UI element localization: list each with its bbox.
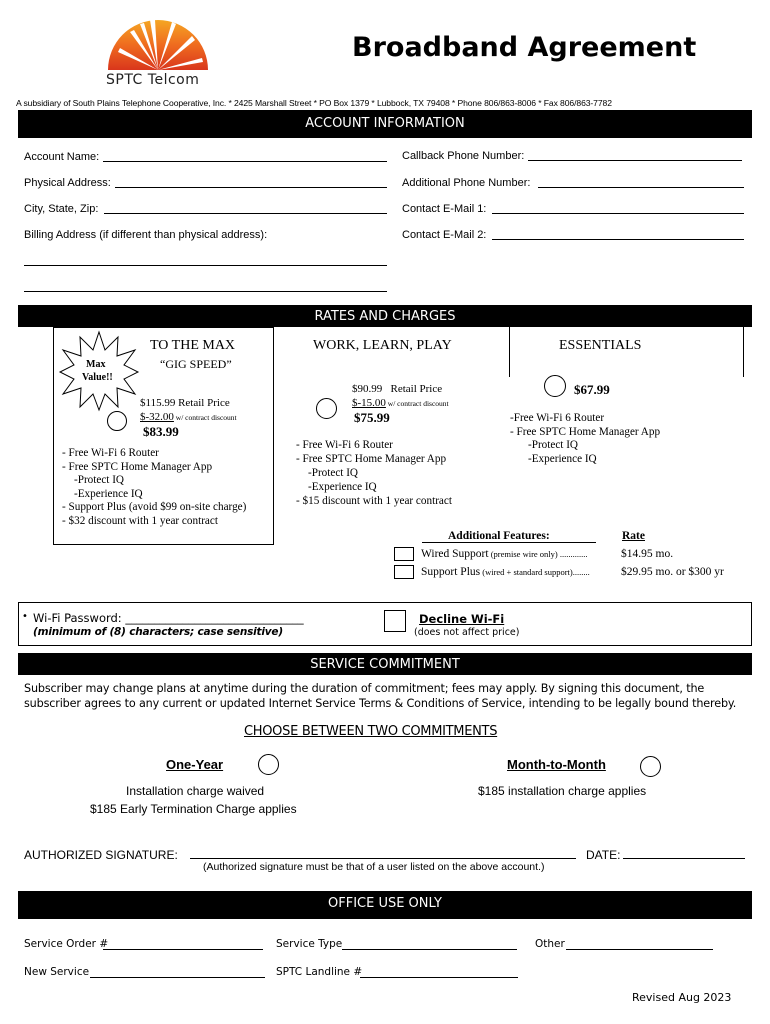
sptc-landline-label: SPTC Landline # — [276, 966, 363, 978]
feature-item: - Free SPTC Home Manager App — [510, 425, 661, 438]
authorized-signature-label: AUTHORIZED SIGNATURE: — [24, 848, 178, 862]
plan-essentials-price: $67.99 — [574, 382, 610, 397]
plan-max-price: $83.99 — [143, 424, 179, 439]
email1-field[interactable] — [492, 213, 744, 214]
burst-line-1: Max — [86, 359, 106, 370]
feature-item: -Protect IQ — [308, 467, 359, 479]
wifi-password-note: (minimum of (8) characters; case sensitive) — [33, 626, 283, 638]
feature-item: - Free SPTC Home Manager App — [62, 460, 213, 473]
wired-support-label — [421, 548, 588, 560]
plan-max-radio[interactable] — [107, 411, 127, 431]
feature-item: - Free Wi-Fi 6 Router — [62, 447, 159, 459]
account-name-label: Account Name: — [24, 151, 100, 163]
billing-address-label: Billing Address (if different than physical address): — [24, 229, 268, 241]
decline-wifi-note: (does not affect price) — [414, 627, 520, 638]
other-label: Other — [535, 938, 565, 950]
wired-support-name: Wired Support — [421, 548, 489, 560]
one-year-label: One-Year — [166, 757, 224, 772]
decline-wifi-label: Decline Wi-Fi — [419, 612, 505, 626]
one-year-radio[interactable] — [258, 754, 279, 775]
logo — [100, 12, 210, 90]
callback-phone-field[interactable] — [528, 160, 742, 161]
service-order-field[interactable] — [103, 949, 263, 950]
date-label: DATE: — [586, 848, 621, 862]
additional-features-label: Additional Features: — [448, 530, 550, 542]
account-info-heading: ACCOUNT INFORMATION — [18, 110, 752, 138]
plan-work-features — [296, 438, 452, 508]
plan-work-title: WORK, LEARN, PLAY — [313, 338, 452, 353]
email2-label: Contact E-Mail 2: — [402, 229, 487, 241]
feature-item: - $15 discount with 1 year contract — [296, 495, 452, 507]
one-year-detail-1: Installation charge waived — [126, 784, 265, 798]
plan-essentials-title: ESSENTIALS — [559, 338, 642, 353]
header-subtitle: A subsidiary of South Plains Telephone Cooperative, Inc. * 2425 Marshall Street * PO Box 1379 * Lubbock, TX 79408 * Phone 806/863-8006 * Fax 806/863-7782 — [16, 98, 612, 108]
plan-max-title: TO THE MAX — [150, 338, 236, 353]
feature-item: -Protect IQ — [74, 474, 125, 486]
support-plus-name: Support Plus — [421, 566, 481, 578]
support-plus-rate: $29.95 mo. or $300 yr — [621, 566, 724, 578]
support-plus-checkbox[interactable] — [394, 565, 414, 579]
column-divider — [509, 327, 510, 377]
additional-phone-label: Additional Phone Number: — [402, 177, 531, 189]
feature-item: - $32 discount with 1 year contract — [62, 514, 218, 527]
other-field[interactable] — [566, 949, 713, 950]
authorized-signature-field[interactable] — [190, 858, 576, 859]
additional-phone-field[interactable] — [538, 187, 744, 188]
plan-essentials-radio[interactable] — [544, 375, 566, 397]
feature-item: -Free Wi-Fi 6 Router — [510, 412, 605, 424]
additional-features-heading — [422, 530, 596, 543]
wired-support-checkbox[interactable] — [394, 547, 414, 561]
choose-commitment-heading: CHOOSE BETWEEN TWO COMMITMENTS — [244, 724, 498, 739]
burst-line-2: Value!! — [82, 372, 113, 383]
max-value-burst-icon — [58, 330, 140, 412]
city-state-zip-field[interactable] — [104, 213, 387, 214]
feature-item: - Support Plus (avoid $99 on-site charge) — [62, 501, 247, 513]
company-name: SPTC Telcom — [106, 72, 200, 88]
feature-item: - Free SPTC Home Manager App — [296, 453, 447, 465]
one-year-detail-2: $185 Early Termination Charge applies — [90, 802, 297, 816]
rates-heading: RATES AND CHARGES — [18, 305, 752, 327]
plan-work-retail: $90.99 Retail Price — [352, 383, 443, 395]
feature-item: -Experience IQ — [74, 487, 143, 500]
billing-address-line-1[interactable] — [24, 265, 387, 266]
service-type-field[interactable] — [342, 949, 517, 950]
account-name-field[interactable] — [103, 161, 387, 162]
plan-work-discount-amount: $-15.00 — [352, 397, 386, 409]
plan-max-discount — [140, 411, 237, 423]
plan-essentials-features — [510, 412, 660, 466]
plan-max-features — [62, 447, 246, 528]
wired-support-rate: $14.95 mo. — [621, 548, 674, 560]
feature-item: -Experience IQ — [528, 452, 597, 465]
column-divider — [743, 327, 744, 377]
physical-address-label: Physical Address: — [24, 177, 111, 189]
date-field[interactable] — [623, 858, 745, 859]
plan-work-radio[interactable] — [316, 398, 337, 419]
wifi-bullet-icon: • — [22, 611, 28, 622]
sunburst-logo-icon — [100, 12, 210, 74]
feature-item: - Free Wi-Fi 6 Router — [296, 439, 393, 451]
feature-item: -Protect IQ — [528, 439, 579, 451]
wired-support-note: (premise wire only) ............. — [488, 549, 588, 559]
rate-heading: Rate — [622, 530, 645, 542]
page-title: Broadband Agreement — [352, 32, 697, 63]
feature-item: -Experience IQ — [308, 481, 377, 493]
plan-work-price: $75.99 — [354, 410, 390, 425]
plan-work-discount-note: w/ contract discount — [385, 399, 449, 408]
signature-note: (Authorized signature must be that of a user listed on the above account.) — [203, 861, 545, 873]
callback-phone-label: Callback Phone Number: — [402, 150, 525, 162]
support-plus-note: (wired + standard support)........ — [480, 567, 590, 577]
service-commitment-heading: SERVICE COMMITMENT — [18, 653, 752, 675]
office-use-heading: OFFICE USE ONLY — [18, 891, 752, 919]
month-to-month-detail: $185 installation charge applies — [478, 784, 647, 798]
plan-max-discount-note: w/ contract discount — [173, 413, 237, 422]
month-to-month-label: Month-to-Month — [507, 757, 606, 772]
new-service-field[interactable] — [90, 977, 265, 978]
plan-max-retail: $115.99 Retail Price — [140, 397, 230, 409]
service-order-label: Service Order # — [24, 938, 109, 950]
plan-work-discount — [352, 397, 449, 409]
plan-max-subtitle: “GIG SPEED” — [160, 357, 232, 371]
city-state-zip-label: City, State, Zip: — [24, 203, 99, 215]
physical-address-field[interactable] — [115, 187, 387, 188]
support-plus-label — [421, 566, 590, 578]
plan-max-discount-amount: $-32.00 — [140, 411, 174, 423]
sptc-landline-field[interactable] — [360, 977, 518, 978]
service-type-label: Service Type — [276, 938, 343, 950]
decline-wifi-checkbox[interactable] — [384, 610, 406, 632]
revised-date: Revised Aug 2023 — [632, 991, 732, 1004]
email1-label: Contact E-Mail 1: — [402, 203, 487, 215]
billing-address-line-2[interactable] — [24, 291, 387, 292]
new-service-label: New Service — [24, 966, 90, 978]
service-commitment-text: Subscriber may change plans at anytime during the duration of commitment; fees may apply. By signing this document, the subscriber agrees to any current or updated Internet Service Terms & Conditions of Service, intending to be legally bound thereby. — [24, 682, 737, 710]
email2-field[interactable] — [492, 239, 744, 240]
wifi-password-label[interactable]: Wi-Fi Password: _______________________________ — [33, 611, 304, 625]
month-to-month-radio[interactable] — [640, 756, 661, 777]
